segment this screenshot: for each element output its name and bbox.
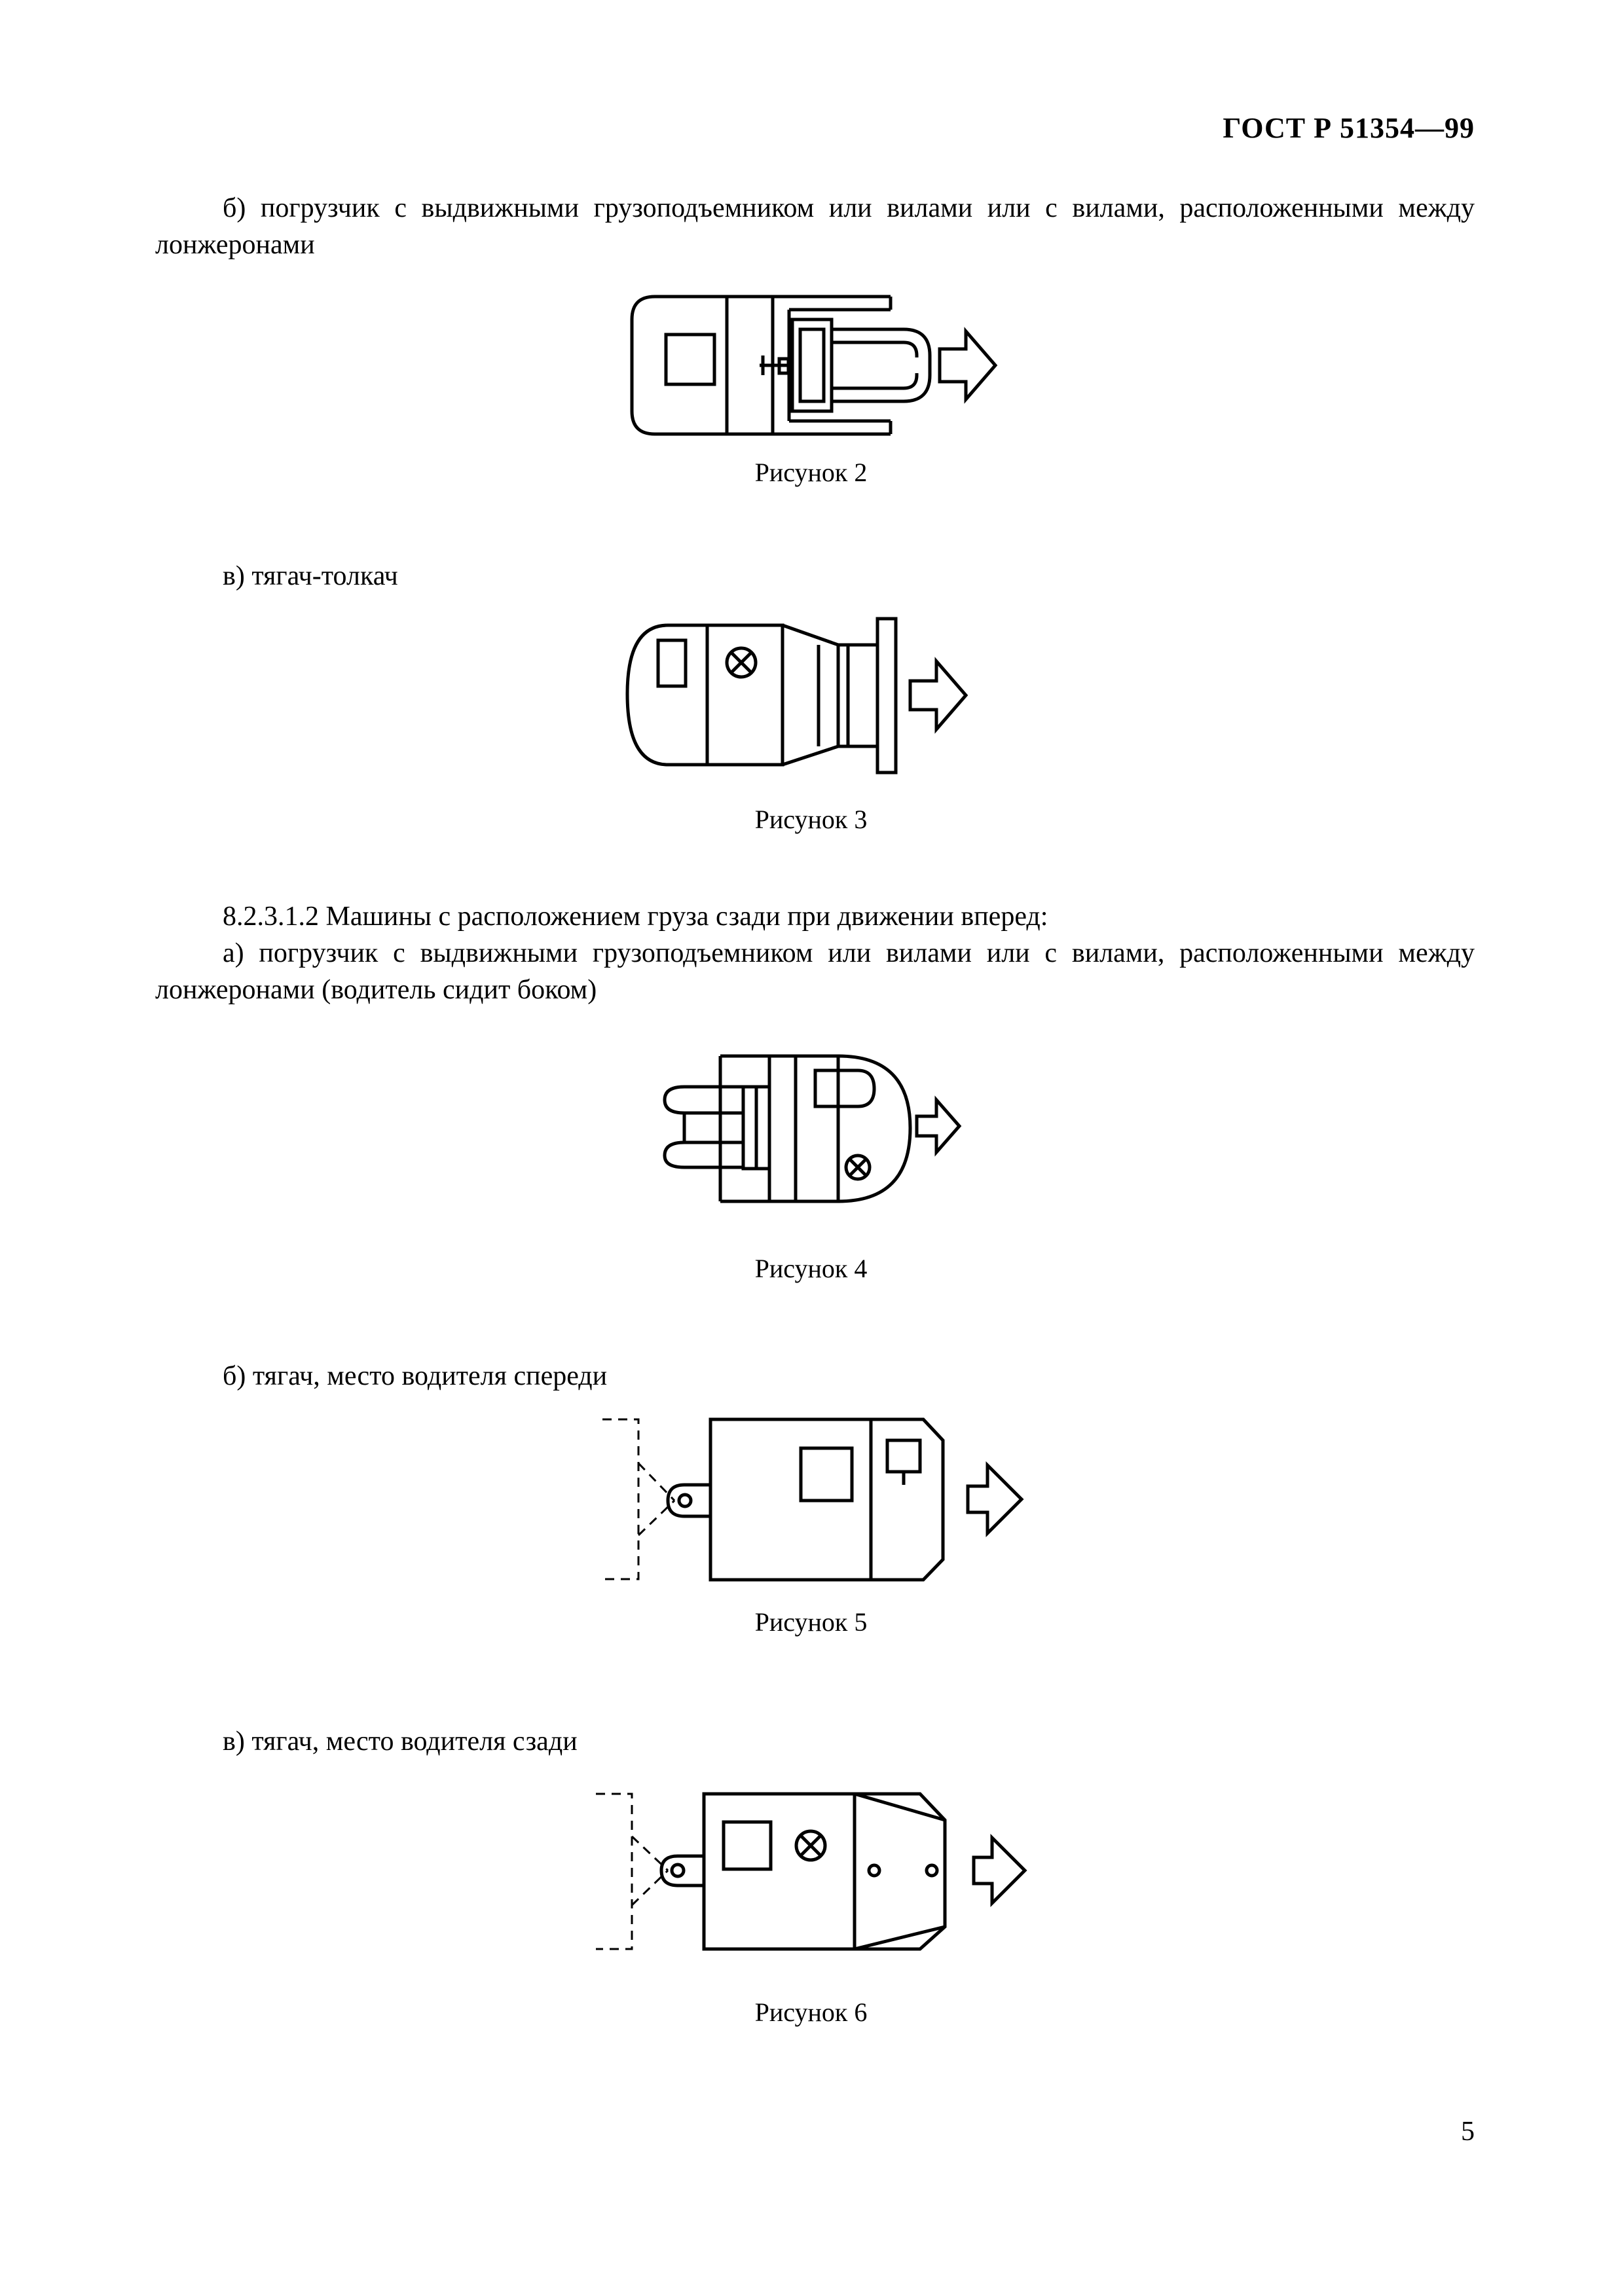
figure-3-drawing (622, 615, 1028, 779)
paragraph-v-tractor-pusher: в) тягач-толкач (223, 561, 398, 591)
figure-2-caption: Рисунок 2 (754, 458, 868, 487)
paragraph-b-tractor-front: б) тягач, место водителя спереди (223, 1361, 608, 1391)
figure-2-drawing (629, 293, 1002, 437)
figure-3-caption: Рисунок 3 (754, 805, 868, 834)
figure-5-caption: Рисунок 5 (754, 1607, 868, 1637)
paragraph-v-tractor-rear: в) тягач, место водителя сзади (223, 1726, 578, 1757)
paragraph-b-loader: б) погрузчик с выдвижными грузоподъемником или вилами или с вилами, расположенными между лонжеронами (155, 193, 1475, 260)
page-number: 5 (1461, 2117, 1475, 2147)
figure-6-caption: Рисунок 6 (754, 1997, 868, 2027)
figure-4-caption: Рисунок 4 (754, 1254, 868, 1283)
figure-6-drawing (586, 1784, 1044, 1961)
figure-4-drawing (658, 1051, 972, 1208)
clause-8-2-3-1-2: 8.2.3.1.2 Машины с расположением груза сзади при движении вперед: (223, 902, 1048, 932)
paragraph-a-loader-side: а) погрузчик с выдвижными грузоподъемником или вилами или с вилами, расположенными между лонжеронами (водитель сидит боком) (155, 938, 1475, 1005)
document-standard-header: ГОСТ Р 51354—99 (1223, 112, 1475, 144)
figure-5-drawing (593, 1408, 1038, 1591)
